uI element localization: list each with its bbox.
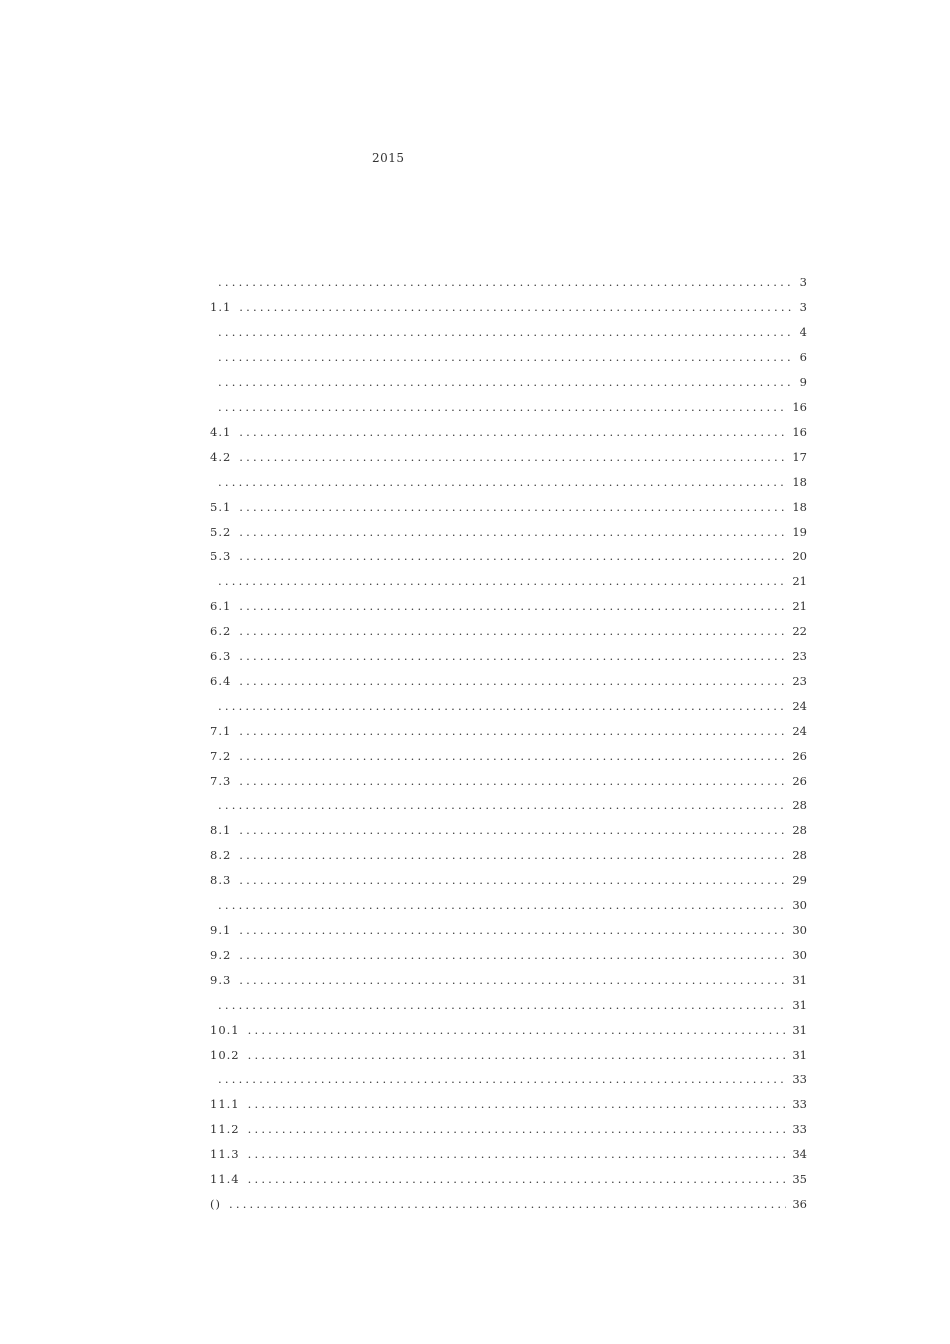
toc-entry-label: 6.4 [210, 673, 232, 688]
toc-entry[interactable] [210, 818, 807, 843]
toc-entry-label: 11.1 [210, 1097, 240, 1112]
toc-entry-label: 10.1 [210, 1022, 240, 1037]
toc-entry-page: 6 [799, 350, 807, 365]
toc-leader-dots [248, 1048, 787, 1062]
toc-entry-page: 22 [792, 624, 807, 639]
toc-entry[interactable] [210, 793, 807, 818]
toc-entry-label: 9.2 [210, 947, 232, 962]
toc-entry-label: 7.1 [210, 723, 232, 738]
toc-entry[interactable] [210, 918, 807, 943]
toc-entry-page: 16 [792, 424, 807, 439]
toc-entry-page: 9 [799, 375, 807, 390]
toc-entry[interactable] [210, 967, 807, 992]
toc-entry-page: 28 [792, 823, 807, 838]
toc-leader-dots [239, 749, 786, 763]
toc-entry-label: 8.3 [210, 873, 232, 888]
toc-entry-label: 10.2 [210, 1047, 240, 1062]
toc-entry-page: 30 [792, 947, 807, 962]
toc-entry-label: 6.2 [210, 624, 232, 639]
toc-entry[interactable] [210, 893, 807, 918]
toc-leader-dots [239, 549, 786, 563]
toc-leader-dots [218, 898, 786, 912]
toc-entry-page: 19 [792, 524, 807, 539]
toc-entry-page: 21 [792, 599, 807, 614]
toc-entry-label: 8.2 [210, 848, 232, 863]
toc-leader-dots [218, 699, 786, 713]
toc-entry-page: 26 [792, 748, 807, 763]
toc-entry[interactable] [210, 494, 807, 519]
toc-entry[interactable] [210, 395, 807, 420]
toc-entry-page: 33 [792, 1097, 807, 1112]
toc-entry-page: 31 [792, 1047, 807, 1062]
toc-leader-dots [239, 425, 786, 439]
toc-leader-dots [239, 525, 786, 539]
toc-entry[interactable] [210, 743, 807, 768]
toc-leader-dots [218, 275, 794, 289]
toc-entry-page: 29 [792, 873, 807, 888]
toc-entry-page: 21 [792, 574, 807, 589]
toc-entry[interactable] [210, 1092, 807, 1117]
toc-entry[interactable] [210, 768, 807, 793]
toc-entry[interactable] [210, 1192, 807, 1217]
toc-entry-label: 4.1 [210, 424, 232, 439]
document-title: 2015 [372, 151, 405, 165]
toc-entry-label: 6.1 [210, 599, 232, 614]
toc-entry[interactable] [210, 345, 807, 370]
toc-entry-label: 11.2 [210, 1122, 240, 1137]
toc-leader-dots [218, 375, 794, 389]
toc-entry-page: 30 [792, 898, 807, 913]
toc-leader-dots [239, 973, 786, 987]
toc-leader-dots [239, 948, 786, 962]
toc-entry-page: 23 [792, 673, 807, 688]
toc-entry-page: 28 [792, 848, 807, 863]
toc-leader-dots [239, 674, 786, 688]
toc-leader-dots [218, 1072, 786, 1086]
toc-entry[interactable] [210, 843, 807, 868]
toc-entry[interactable] [210, 942, 807, 967]
toc-entry-page: 3 [799, 275, 807, 290]
toc-entry-page: 30 [792, 923, 807, 938]
toc-entry[interactable] [210, 669, 807, 694]
toc-leader-dots [218, 798, 786, 812]
toc-entry-page: 23 [792, 649, 807, 664]
toc-entry[interactable] [210, 644, 807, 669]
toc-leader-dots [218, 998, 786, 1012]
toc-heading [445, 216, 481, 230]
toc-entry[interactable] [210, 693, 807, 718]
toc-leader-dots [248, 1172, 787, 1186]
toc-leader-dots [239, 450, 786, 464]
toc-leader-dots [239, 724, 786, 738]
toc-entry-page: 28 [792, 798, 807, 813]
toc-entry-page: 34 [792, 1147, 807, 1162]
toc-entry-page: 4 [799, 325, 807, 340]
toc-entry-label: 4.2 [210, 449, 232, 464]
toc-leader-dots [239, 774, 786, 788]
toc-entry-page: 31 [792, 997, 807, 1012]
toc-leader-dots [239, 923, 786, 937]
toc-entry-page: 36 [792, 1196, 807, 1211]
toc-entry[interactable] [210, 1167, 807, 1192]
toc-leader-dots [239, 300, 793, 314]
toc-leader-dots [218, 400, 786, 414]
toc-entry-page: 26 [792, 773, 807, 788]
toc-entry[interactable] [210, 270, 807, 295]
toc-leader-dots [218, 350, 794, 364]
toc-leader-dots [229, 1197, 786, 1211]
toc-leader-dots [248, 1097, 787, 1111]
toc-entry-page: 17 [792, 449, 807, 464]
toc-leader-dots [239, 823, 786, 837]
toc-entry-page: 31 [792, 1022, 807, 1037]
toc-entry-label: 11.3 [210, 1147, 240, 1162]
toc-entry-label: 7.3 [210, 773, 232, 788]
toc-entry-label: 6.3 [210, 649, 232, 664]
toc-entry[interactable] [210, 1142, 807, 1167]
toc-entry-page: 35 [792, 1172, 807, 1187]
toc-entry-page: 31 [792, 972, 807, 987]
toc-entry[interactable] [210, 370, 807, 395]
toc-leader-dots [239, 599, 786, 613]
toc-leader-dots [248, 1023, 787, 1037]
toc-entry[interactable] [210, 419, 807, 444]
toc-entry[interactable] [210, 992, 807, 1017]
toc-leader-dots [239, 873, 786, 887]
toc-entry-label: 11.4 [210, 1172, 240, 1187]
toc-leader-dots [248, 1122, 787, 1136]
toc-entry-page: 16 [792, 399, 807, 414]
toc-entry[interactable] [210, 868, 807, 893]
toc-entry-label: 9.1 [210, 923, 232, 938]
toc-leader-dots [218, 325, 794, 339]
toc-entry[interactable] [210, 544, 807, 569]
toc-leader-dots [218, 574, 786, 588]
toc-entry-label: 5.2 [210, 524, 232, 539]
toc-entry-label: 1.1 [210, 300, 232, 315]
toc-entry[interactable] [210, 1017, 807, 1042]
table-of-contents [210, 270, 807, 1216]
toc-entry-label: 8.1 [210, 823, 232, 838]
toc-entry[interactable] [210, 444, 807, 469]
toc-entry-page: 18 [792, 499, 807, 514]
toc-entry[interactable] [210, 1067, 807, 1092]
toc-entry[interactable] [210, 619, 807, 644]
toc-entry-label: 5.1 [210, 499, 232, 514]
toc-entry[interactable] [210, 295, 807, 320]
toc-entry-label: 7.2 [210, 748, 232, 763]
toc-entry[interactable] [210, 569, 807, 594]
toc-entry-page: 24 [792, 723, 807, 738]
toc-entry-page: 18 [792, 474, 807, 489]
toc-entry[interactable] [210, 320, 807, 345]
toc-entry-label: 9.3 [210, 972, 232, 987]
toc-entry[interactable] [210, 469, 807, 494]
toc-entry[interactable] [210, 519, 807, 544]
toc-leader-dots [218, 475, 786, 489]
toc-entry-label: () [210, 1196, 221, 1211]
toc-entry-label: 5.3 [210, 549, 232, 564]
toc-leader-dots [239, 500, 786, 514]
toc-entry-page: 33 [792, 1072, 807, 1087]
toc-leader-dots [239, 848, 786, 862]
toc-leader-dots [248, 1147, 787, 1161]
toc-entry[interactable] [210, 1117, 807, 1142]
toc-leader-dots [239, 624, 786, 638]
toc-entry[interactable] [210, 718, 807, 743]
toc-entry-page: 3 [799, 300, 807, 315]
toc-entry[interactable] [210, 594, 807, 619]
toc-leader-dots [239, 649, 786, 663]
toc-entry-page: 20 [792, 549, 807, 564]
toc-entry-page: 24 [792, 698, 807, 713]
toc-entry-page: 33 [792, 1122, 807, 1137]
toc-entry[interactable] [210, 1042, 807, 1067]
